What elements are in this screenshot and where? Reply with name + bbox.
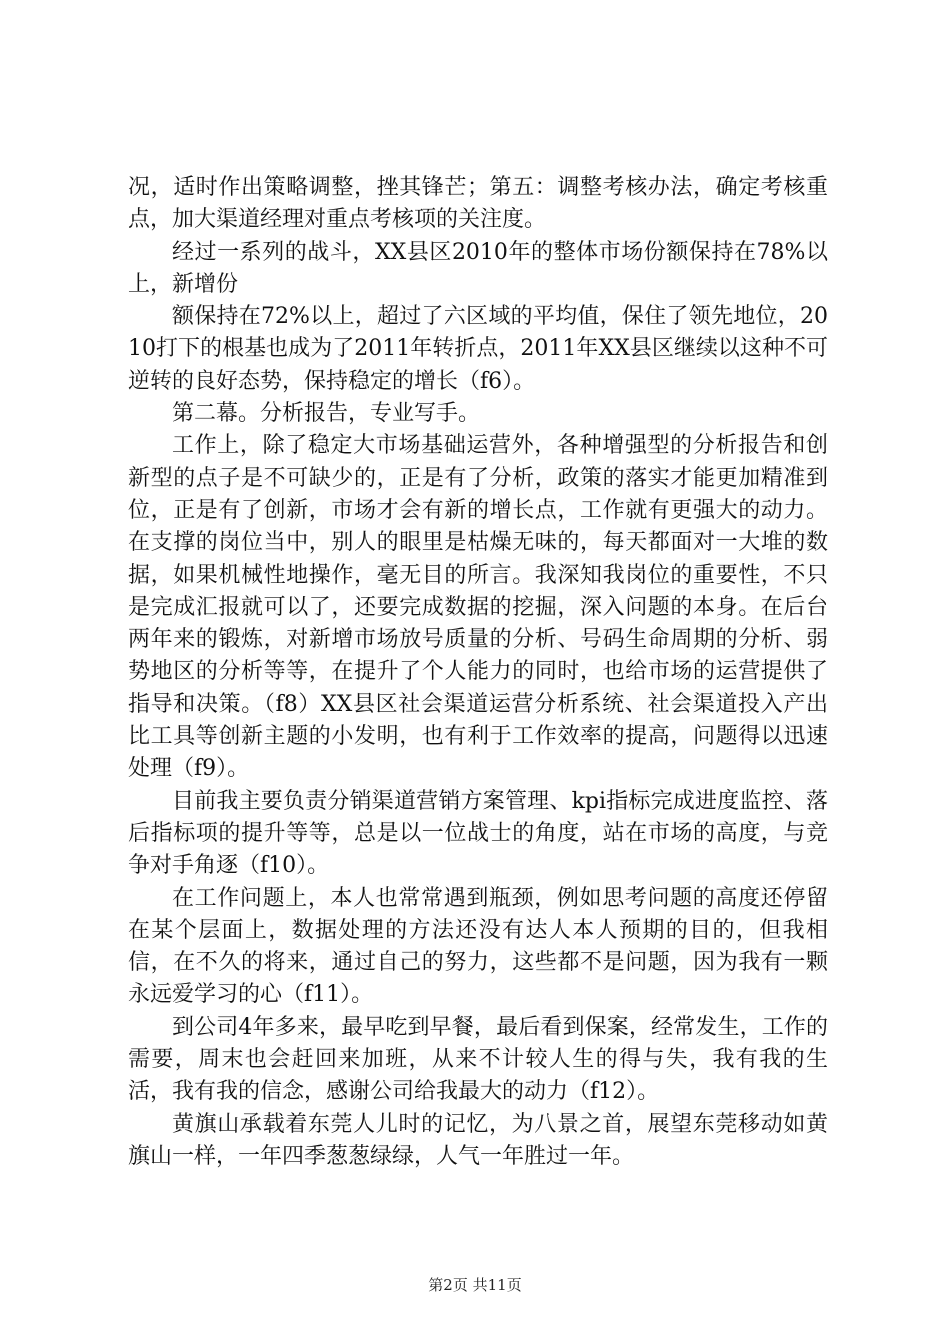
- paragraph: 到公司4年多来，最早吃到早餐，最后看到保案，经常发生，工作的需要，周末也会赶回来加班，从来不计较人生的得与失，我有我的生活，我有我的信念，感谢公司给我最大的动力（f12）。: [128, 1014, 828, 1105]
- document-body: [128, 172, 828, 1173]
- paragraph: 经过一系列的战斗，XX县区2010年的整体市场份额保持在78%以上，新增份: [128, 239, 828, 297]
- page-number-footer: 第2页 共11页: [428, 1276, 522, 1294]
- paragraph: 黄旗山承载着东莞人儿时的记忆，为八景之首，展望东莞移动如黄旗山一样，一年四季葱葱绿绿，人气一年胜过一年。: [128, 1111, 828, 1169]
- paragraph: 况，适时作出策略调整，挫其锋芒；第五：调整考核办法，确定考核重点，加大渠道经理对重点考核项的关注度。: [128, 175, 828, 233]
- paragraph: 在工作问题上，本人也常常遇到瓶颈，例如思考问题的高度还停留在某个层面上，数据处理的方法还没有达人本人预期的目的，但我相信，在不久的将来，通过自己的努力，这些都不是问题，因为我有一颗永远爱学习的心（f11）。: [128, 885, 828, 1008]
- paragraph: 目前我主要负责分销渠道营销方案管理、kpi指标完成进度监控、落后指标项的提升等等，总是以一位战士的角度，站在市场的高度，与竞争对手角逐（f10）。: [128, 788, 828, 879]
- section-heading: 第二幕。分析报告，专业写手。: [172, 401, 481, 427]
- paragraph: 工作上，除了稳定大市场基础运营外，各种增强型的分析报告和创新型的点子是不可缺少的，正是有了分析，政策的落实才能更加精准到位，正是有了创新，市场才会有新的增长点，工作就有更强大的动力。在支撑的岗位当中，别人的眼里是枯燥无味的，每天都面对一大堆的数据，如果机械性地操作，毫无目的所言。我深知我岗位的重要性，不只是完成汇报就可以了，还要完成数据的挖掘，深入问题的本身。在后台两年来的锻炼，对新增市场放号质量的分析、号码生命周期的分析、弱势地区的分析等等，在提升了个人能力的同时，也给市场的运营提供了指导和决策。（f8）XX县区社会渠道运营分析系统、社会渠道投入产出比工具等创新主题的小发明，也有利于工作效率的提高，问题得以迅速处理（f9）。: [128, 433, 828, 782]
- paragraph: 额保持在72%以上，超过了六区域的平均值，保住了领先地位，2010打下的根基也成为了2011年转折点，2011年XX县区继续以这种不可逆转的良好态势，保持稳定的增长（f6）。: [128, 304, 828, 394]
